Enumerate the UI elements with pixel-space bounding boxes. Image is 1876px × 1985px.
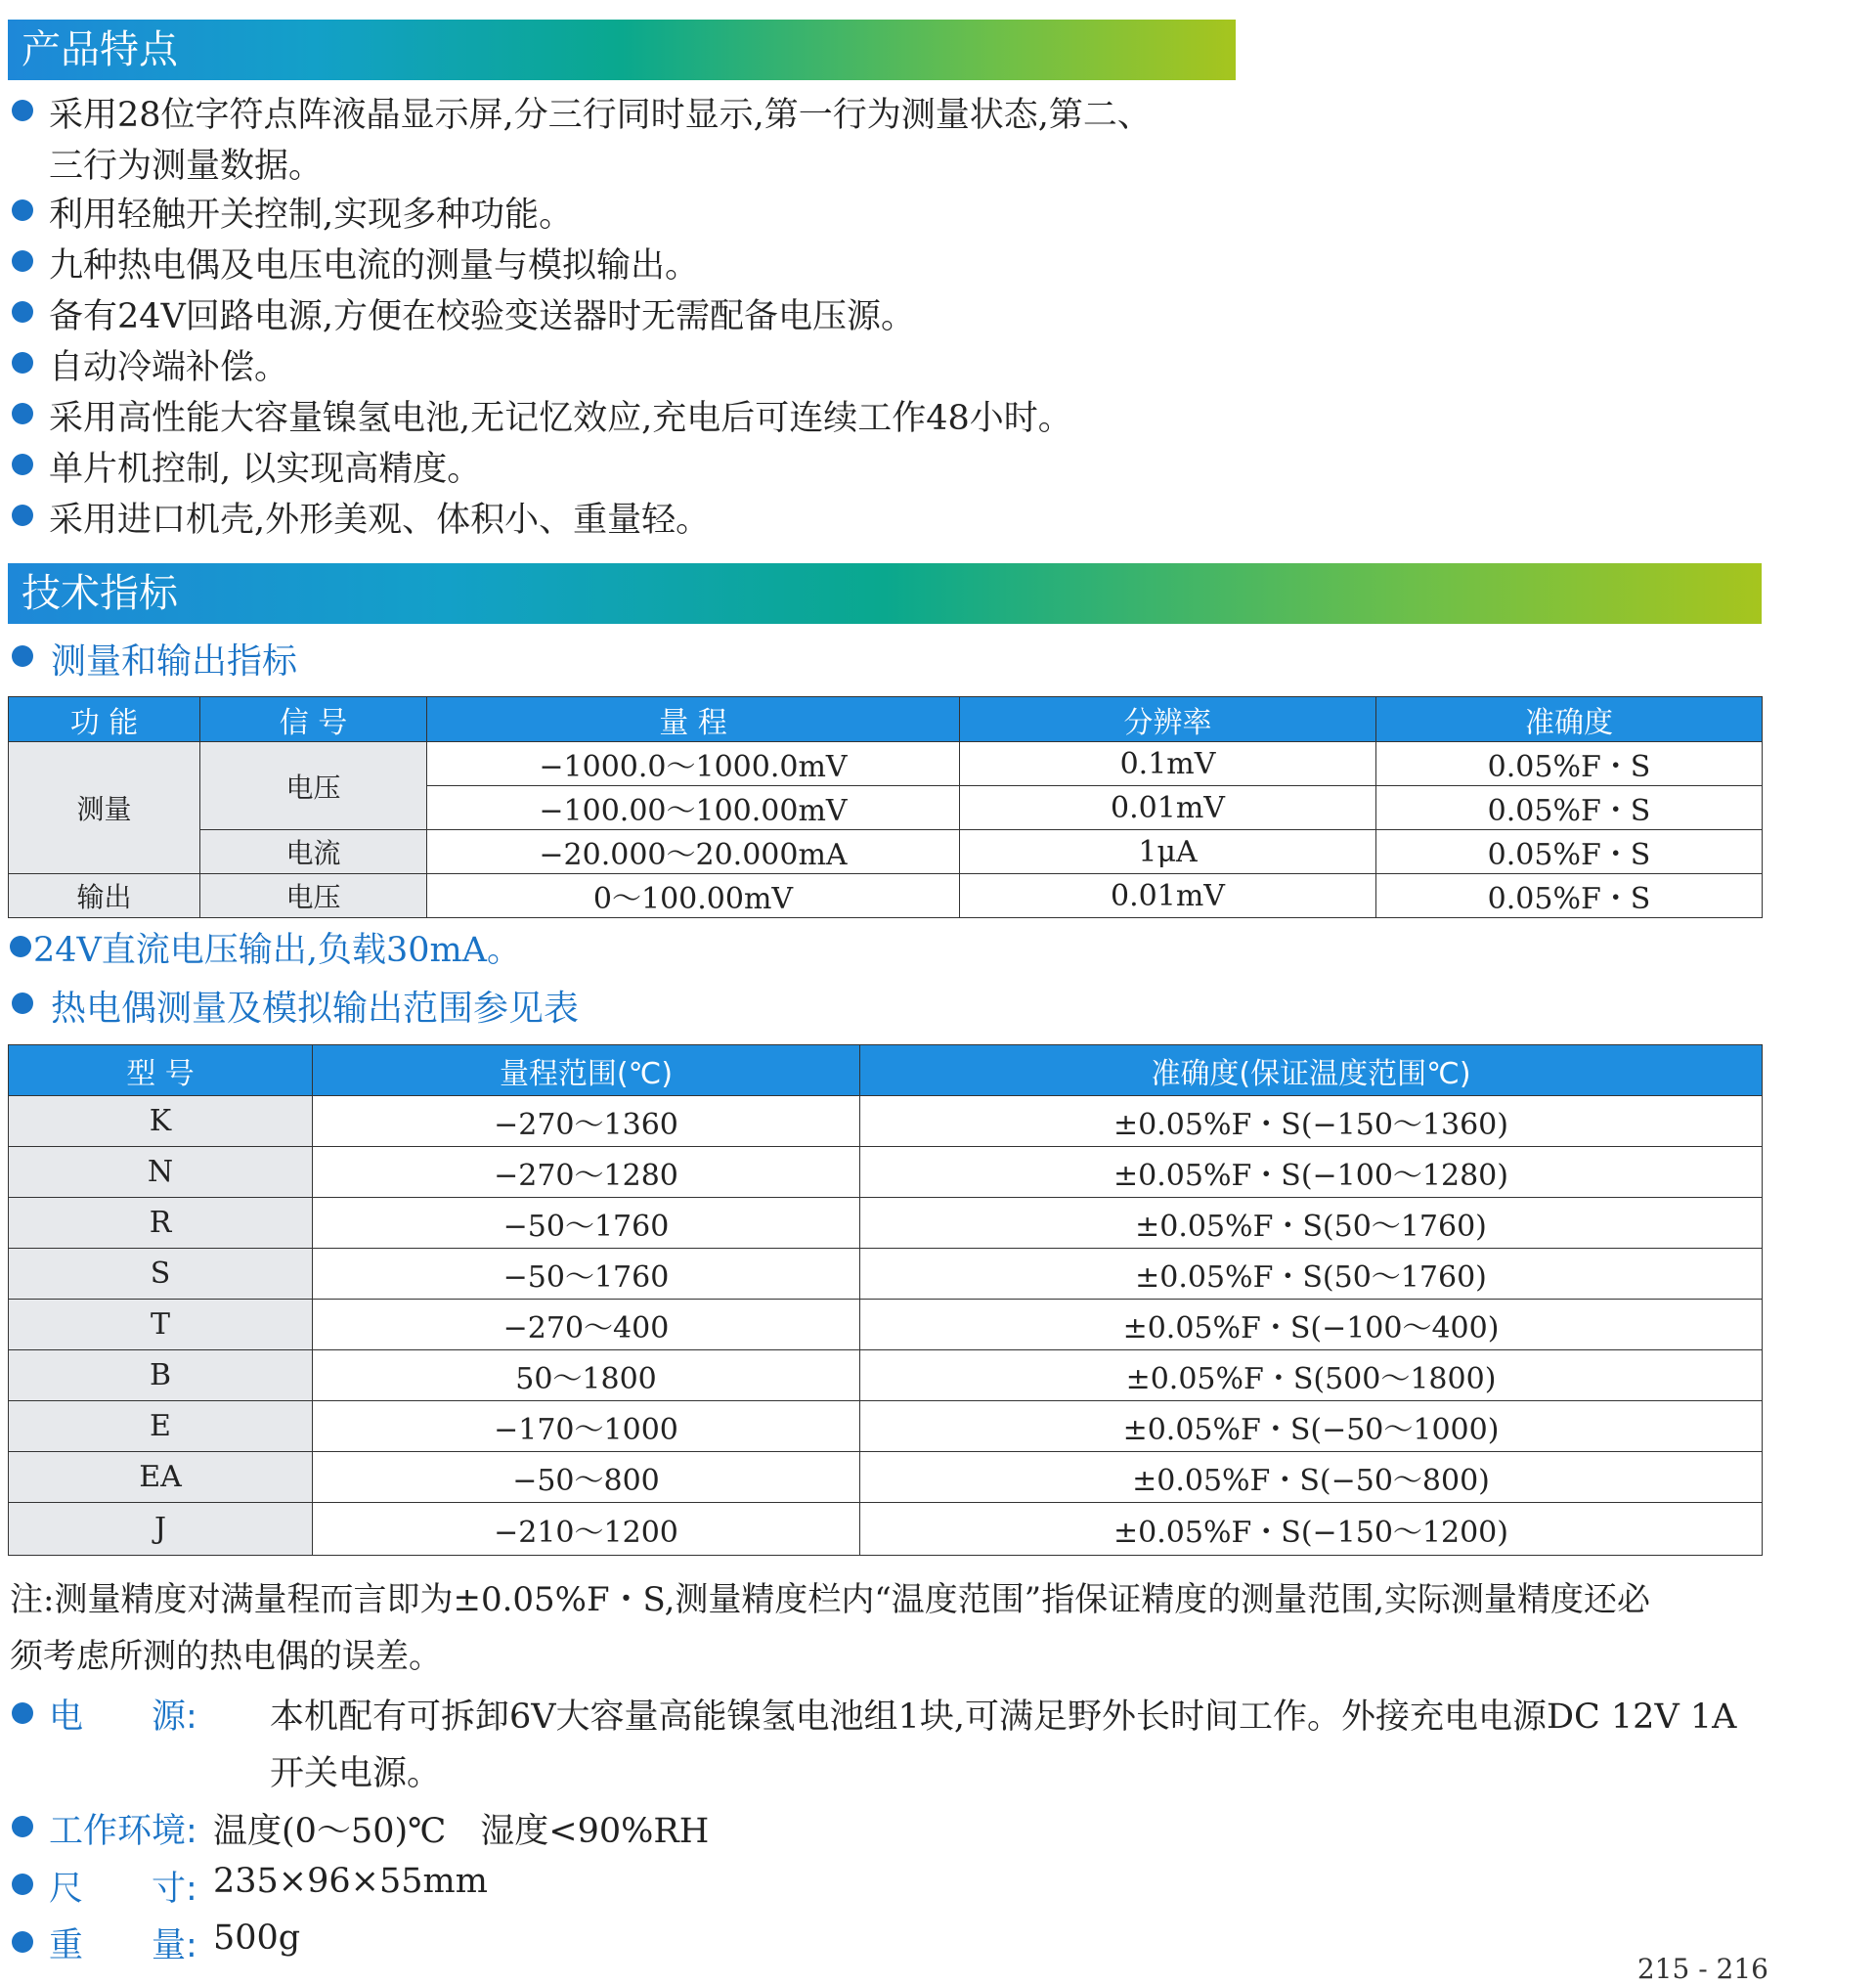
feature-item-2: 利用轻触开关控制,实现多种功能。: [49, 196, 574, 235]
dc-output-note: 24V直流电压输出,负载30mA。: [33, 931, 521, 970]
type-cell: R: [9, 1198, 313, 1249]
accuracy-note-line2: 须考虑所测的热电偶的误差。: [10, 1637, 442, 1676]
feature-item-8: 采用进口机壳,外形美观、体积小、重量轻。: [49, 501, 711, 540]
feature-item-1-cont: 三行为测量数据。: [49, 147, 324, 186]
bullet-icon: [10, 936, 31, 957]
range-cell: −50～800: [313, 1452, 860, 1503]
range-cell: −270～1280: [313, 1147, 860, 1198]
resolution-cell: 0.1mV: [960, 742, 1376, 786]
type-cell: J: [9, 1503, 313, 1556]
size-text: 235×96×55mm: [213, 1862, 488, 1901]
feature-item-7: 单片机控制, 以实现高精度。: [49, 450, 482, 489]
type-cell: T: [9, 1300, 313, 1350]
bullet-icon: [12, 1702, 33, 1724]
signal-output-voltage: 电压: [200, 874, 427, 918]
range-cell: −1000.0～1000.0mV: [427, 742, 960, 786]
feature-item-5: 自动冷端补偿。: [49, 348, 289, 387]
accuracy-cell: ±0.05%F・S(50～1760): [860, 1198, 1763, 1249]
accuracy-cell: ±0.05%F・S(−100～400): [860, 1300, 1763, 1350]
resolution-cell: 1μA: [960, 830, 1376, 874]
range-cell: 0～100.00mV: [427, 874, 960, 918]
measure-heading: 测量和输出指标: [51, 641, 298, 682]
accuracy-cell: ±0.05%F・S(−150～1360): [860, 1096, 1763, 1147]
resolution-cell: 0.01mV: [960, 786, 1376, 830]
thermocouple-table: [8, 1044, 1763, 1556]
feature-item-6: 采用高性能大容量镍氢电池,无记忆效应,充电后可连续工作48小时。: [49, 399, 1072, 438]
table-row: [9, 1198, 1763, 1249]
table-row: [9, 874, 1763, 918]
bullet-icon: [12, 454, 33, 475]
accuracy-cell: ±0.05%F・S(−150～1200): [860, 1503, 1763, 1556]
range-cell: −210～1200: [313, 1503, 860, 1556]
power-label: 电 源:: [49, 1698, 197, 1737]
accuracy-cell: 0.05%F・S: [1376, 786, 1763, 830]
type-cell: K: [9, 1096, 313, 1147]
specs-banner: [8, 563, 1762, 624]
range-cell: −270～1360: [313, 1096, 860, 1147]
range-cell: −100.00～100.00mV: [427, 786, 960, 830]
table-row: [9, 1249, 1763, 1300]
resolution-cell: 0.01mV: [960, 874, 1376, 918]
group-measure: 测量: [9, 742, 200, 874]
type-cell: N: [9, 1147, 313, 1198]
bullet-icon: [12, 403, 33, 424]
bullet-icon: [12, 1874, 33, 1895]
feature-item-3: 九种热电偶及电压电流的测量与模拟输出。: [49, 246, 700, 286]
measure-output-table: [8, 696, 1763, 918]
env-label: 工作环境:: [49, 1812, 197, 1851]
accuracy-cell: ±0.05%F・S(50～1760): [860, 1249, 1763, 1300]
type-cell: EA: [9, 1452, 313, 1503]
accuracy-note-line1: 注:测量精度对满量程而言即为±0.05%F・S,测量精度栏内“温度范围”指保证精度的测量范围,实际测量精度还必: [10, 1580, 1650, 1619]
weight-label: 重 量:: [49, 1926, 197, 1965]
bullet-icon: [12, 250, 33, 272]
table-row: [9, 1401, 1763, 1452]
accuracy-cell: 0.05%F・S: [1376, 742, 1763, 786]
accuracy-cell: ±0.05%F・S(−50～1000): [860, 1401, 1763, 1452]
header-accuracy: 准确度(保证温度范围℃): [860, 1045, 1763, 1096]
bullet-icon: [12, 352, 33, 374]
bullet-icon: [12, 992, 33, 1014]
table-row: [9, 1350, 1763, 1401]
type-cell: B: [9, 1350, 313, 1401]
accuracy-cell: ±0.05%F・S(−50～800): [860, 1452, 1763, 1503]
type-cell: S: [9, 1249, 313, 1300]
thermocouple-heading: 热电偶测量及模拟输出范围参见表: [51, 989, 580, 1029]
weight-text: 500g: [213, 1919, 301, 1958]
feature-item-4: 备有24V回路电源,方便在校验变送器时无需配备电压源。: [49, 297, 915, 336]
specs-title: 技术指标: [22, 571, 178, 616]
signal-voltage: 电压: [200, 742, 427, 830]
bullet-icon: [12, 199, 33, 221]
accuracy-cell: 0.05%F・S: [1376, 874, 1763, 918]
env-text: 温度(0～50)℃ 湿度<90%RH: [213, 1812, 710, 1851]
header-signal: 信 号: [200, 697, 427, 742]
table-header-row: [9, 1045, 1763, 1096]
features-banner: [8, 20, 1236, 80]
features-title: 产品特点: [22, 27, 178, 72]
signal-current: 电流: [200, 830, 427, 874]
table-row: [9, 1096, 1763, 1147]
bullet-icon: [12, 505, 33, 526]
type-cell: E: [9, 1401, 313, 1452]
header-function: 功 能: [9, 697, 200, 742]
power-text-line2: 开关电源。: [270, 1754, 442, 1793]
header-accuracy: 准确度: [1376, 697, 1763, 742]
range-cell: −270～400: [313, 1300, 860, 1350]
header-range: 量 程: [427, 697, 960, 742]
table-row: [9, 1452, 1763, 1503]
bullet-icon: [12, 645, 33, 667]
accuracy-cell: ±0.05%F・S(−100～1280): [860, 1147, 1763, 1198]
table-row: [9, 1300, 1763, 1350]
table-row: [9, 742, 1763, 786]
accuracy-cell: 0.05%F・S: [1376, 830, 1763, 874]
table-row: [9, 1147, 1763, 1198]
group-output: 输出: [9, 874, 200, 918]
size-label: 尺 寸:: [49, 1870, 197, 1909]
range-cell: −170～1000: [313, 1401, 860, 1452]
bullet-icon: [12, 301, 33, 323]
table-row: [9, 830, 1763, 874]
range-cell: −20.000～20.000mA: [427, 830, 960, 874]
accuracy-cell: ±0.05%F・S(500～1800): [860, 1350, 1763, 1401]
header-resolution: 分辨率: [960, 697, 1376, 742]
bullet-icon: [12, 1816, 33, 1837]
bullet-icon: [12, 100, 33, 121]
range-cell: −50～1760: [313, 1198, 860, 1249]
header-type: 型 号: [9, 1045, 313, 1096]
header-range: 量程范围(℃): [313, 1045, 860, 1096]
range-cell: 50～1800: [313, 1350, 860, 1401]
page-number: 215 - 216: [1636, 1953, 1768, 1985]
feature-item-1: 采用28位字符点阵液晶显示屏,分三行同时显示,第一行为测量状态,第二、: [49, 96, 1152, 135]
range-cell: −50～1760: [313, 1249, 860, 1300]
bullet-icon: [12, 1931, 33, 1953]
table-row: [9, 1503, 1763, 1556]
power-text-line1: 本机配有可拆卸6V大容量高能镍氢电池组1块,可满足野外长时间工作。外接充电电源DC 12V 1A: [270, 1698, 1737, 1737]
table-header-row: [9, 697, 1763, 742]
